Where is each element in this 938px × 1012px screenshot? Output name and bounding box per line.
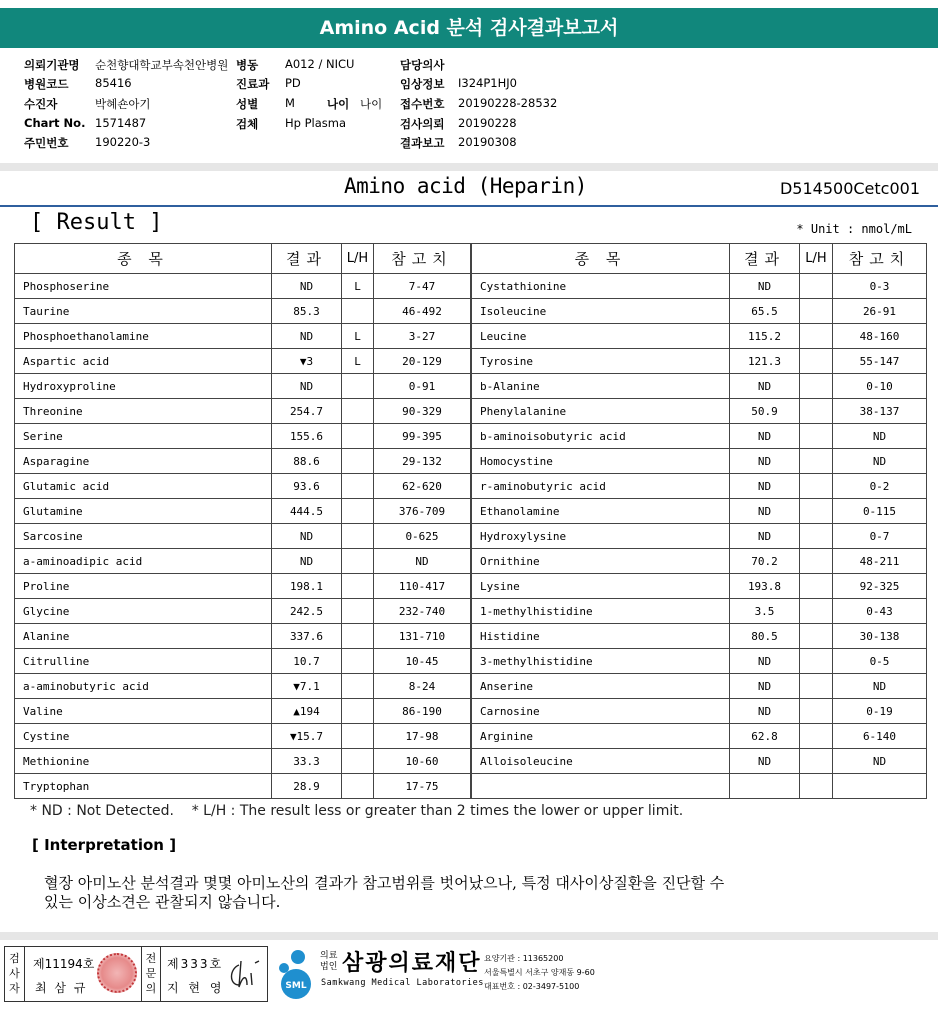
- lh-flag: [800, 649, 833, 674]
- table-row: [472, 649, 927, 674]
- lh-flag: L: [342, 349, 374, 374]
- report-title: Amino Acid 분석 검사결과보고서: [0, 8, 938, 48]
- amino-acid-name: b-aminoisobutyric acid: [472, 424, 730, 449]
- amino-acid-name: Hydroxylysine: [472, 524, 730, 549]
- result-value: ND: [730, 674, 800, 699]
- amino-acid-name: Ornithine: [472, 549, 730, 574]
- lh-flag: [342, 374, 374, 399]
- table-row: [15, 274, 471, 299]
- result-value: 28.9: [272, 774, 342, 799]
- table-row: [15, 599, 471, 624]
- reference-range: 26-91: [833, 299, 927, 324]
- table-row: [15, 299, 471, 324]
- lh-flag: [800, 774, 833, 799]
- reference-range: 86-190: [374, 699, 471, 724]
- result-value: ND: [272, 324, 342, 349]
- tester-label: [5, 947, 25, 1001]
- amino-acid-name: Proline: [15, 574, 272, 599]
- chart-label: Chart No.: [24, 116, 86, 130]
- amino-acid-name: 3-methylhistidine: [472, 649, 730, 674]
- lh-flag: [800, 424, 833, 449]
- lh-flag: [800, 499, 833, 524]
- lh-flag: [342, 624, 374, 649]
- result-value: 155.6: [272, 424, 342, 449]
- age-value: 나이: [360, 97, 383, 111]
- org-type-line: 법인: [320, 962, 338, 972]
- reference-range: 0-7: [833, 524, 927, 549]
- test-code: D514500Cetc001: [779, 179, 920, 198]
- reference-range: 376-709: [374, 499, 471, 524]
- result-value: 121.3: [730, 349, 800, 374]
- result-value: ND: [730, 374, 800, 399]
- result-value: 88.6: [272, 449, 342, 474]
- header-result: 결과: [272, 244, 342, 274]
- table-row: [15, 474, 471, 499]
- tester-license: 제11194호: [33, 957, 95, 971]
- specialist-name: 지 현 영: [167, 981, 225, 995]
- lh-flag: [800, 299, 833, 324]
- handwritten-signature-icon: [225, 955, 263, 993]
- amino-acid-name: Taurine: [15, 299, 272, 324]
- reference-range: 62-620: [374, 474, 471, 499]
- title-rule: [0, 205, 938, 207]
- table-row: [472, 749, 927, 774]
- reference-range: 48-160: [833, 324, 927, 349]
- amino-acid-name: Methionine: [15, 749, 272, 774]
- lh-flag: [342, 299, 374, 324]
- amino-acid-name: Threonine: [15, 399, 272, 424]
- tester-label-text: 검사자: [9, 952, 20, 995]
- table-row: [472, 599, 927, 624]
- table-row: [472, 774, 927, 799]
- reference-range: 0-43: [833, 599, 927, 624]
- result-value: 3.5: [730, 599, 800, 624]
- reference-range: 17-75: [374, 774, 471, 799]
- lh-flag: [800, 624, 833, 649]
- result-value: 10.7: [272, 649, 342, 674]
- specimen-value: Hp Plasma: [285, 116, 347, 130]
- amino-acid-name: Cystine: [15, 724, 272, 749]
- lh-flag: [342, 424, 374, 449]
- lh-flag: L: [342, 274, 374, 299]
- lh-flag: [800, 474, 833, 499]
- table-row: [15, 374, 471, 399]
- reference-range: 99-395: [374, 424, 471, 449]
- amino-acid-name: 1-methylhistidine: [472, 599, 730, 624]
- amino-acid-name: Phenylalanine: [472, 399, 730, 424]
- result-value: ▼3: [272, 349, 342, 374]
- result-value: 33.3: [272, 749, 342, 774]
- hospital-code-label: 병원코드: [24, 77, 69, 91]
- interpretation-text: [44, 874, 844, 912]
- result-heading: [ Result ]: [30, 210, 163, 235]
- result-value: ▲194: [272, 699, 342, 724]
- reference-range: 0-115: [833, 499, 927, 524]
- lh-flag: [800, 349, 833, 374]
- amino-acid-name: Asparagine: [15, 449, 272, 474]
- lh-flag: L: [342, 324, 374, 349]
- result-value: 50.9: [730, 399, 800, 424]
- header-ref: 참고치: [833, 244, 927, 274]
- result-value: 254.7: [272, 399, 342, 424]
- table-row: [472, 574, 927, 599]
- result-value: ND: [272, 374, 342, 399]
- logo-text: SML: [285, 981, 307, 991]
- reference-range: 0-2: [833, 474, 927, 499]
- lh-flag: [342, 774, 374, 799]
- id-label: 주민번호: [24, 136, 69, 150]
- reference-range: 0-91: [374, 374, 471, 399]
- amino-acid-name: Citrulline: [15, 649, 272, 674]
- amino-acid-name: Valine: [15, 699, 272, 724]
- lh-flag: [800, 274, 833, 299]
- amino-acid-name: Glutamine: [15, 499, 272, 524]
- reference-range: 10-45: [374, 649, 471, 674]
- table-row: [15, 724, 471, 749]
- table-row: [15, 749, 471, 774]
- separator-band: [0, 163, 938, 171]
- table-row: [472, 549, 927, 574]
- result-value: ▼7.1: [272, 674, 342, 699]
- interpretation-line: 혈장 아미노산 분석결과 몇몇 아미노산의 결과가 참고범위를 벗어났으나, 특정 대사이상질환을 진단할 수: [44, 874, 725, 892]
- amino-acid-name: Alanine: [15, 624, 272, 649]
- lh-flag: [800, 699, 833, 724]
- reference-range: ND: [374, 549, 471, 574]
- lh-flag: [800, 524, 833, 549]
- amino-acid-name: Anserine: [472, 674, 730, 699]
- org-code: 요양기관 : 11365200: [484, 954, 564, 963]
- header-result: 결과: [730, 244, 800, 274]
- patient-label: 수진자: [24, 97, 58, 111]
- table-row: [15, 424, 471, 449]
- table-row: [15, 549, 471, 574]
- table-row: [472, 399, 927, 424]
- amino-acid-name: Lysine: [472, 574, 730, 599]
- specialist-license: 제333호: [167, 957, 224, 971]
- table-row: [472, 324, 927, 349]
- institution-value: 순천향대학교부속천안병원: [95, 58, 229, 72]
- request-label: 검사의뢰: [400, 117, 445, 131]
- table-header-row: [15, 244, 471, 274]
- org-name: 삼광의료재단: [342, 951, 482, 976]
- reference-range: 0-625: [374, 524, 471, 549]
- org-english-name: Samkwang Medical Laboratories: [321, 978, 484, 988]
- reference-range: 0-3: [833, 274, 927, 299]
- lh-flag: [342, 674, 374, 699]
- lh-flag: [342, 599, 374, 624]
- test-title: Amino acid (Heparin): [344, 174, 587, 198]
- lh-flag: [342, 724, 374, 749]
- amino-acid-name: r-aminobutyric acid: [472, 474, 730, 499]
- reference-range: 6-140: [833, 724, 927, 749]
- receipt-label: 접수번호: [400, 97, 445, 111]
- amino-acid-name: Serine: [15, 424, 272, 449]
- reference-range: 7-47: [374, 274, 471, 299]
- tester-name: 최 삼 규: [35, 981, 88, 995]
- lh-flag: [800, 324, 833, 349]
- reference-range: 46-492: [374, 299, 471, 324]
- reference-range: ND: [833, 749, 927, 774]
- specialist-label: [141, 947, 161, 1001]
- header-ref: 참고치: [374, 244, 471, 274]
- result-value: ND: [272, 524, 342, 549]
- table-row: [472, 299, 927, 324]
- result-value: 65.5: [730, 299, 800, 324]
- header-item: 종 목: [15, 244, 272, 274]
- lh-flag: [800, 374, 833, 399]
- result-value: [730, 774, 800, 799]
- org-contact-info: [484, 952, 595, 994]
- doctor-label: 담당의사: [400, 58, 445, 72]
- table-header-row: [472, 244, 927, 274]
- amino-acid-name: Carnosine: [472, 699, 730, 724]
- result-value: 70.2: [730, 549, 800, 574]
- footer-band: [0, 932, 938, 940]
- lh-flag: [800, 574, 833, 599]
- result-value: ND: [730, 749, 800, 774]
- table-row: [15, 349, 471, 374]
- id-value: 190220-3: [95, 135, 151, 149]
- amino-acid-name: Sarcosine: [15, 524, 272, 549]
- reference-range: 232-740: [374, 599, 471, 624]
- lh-flag: [342, 749, 374, 774]
- specimen-label: 검체: [236, 117, 259, 131]
- reference-range: 92-325: [833, 574, 927, 599]
- receipt-value: 20190228-28532: [458, 96, 558, 110]
- amino-acid-name: Phosphoethanolamine: [15, 324, 272, 349]
- reference-range: 20-129: [374, 349, 471, 374]
- table-row: [472, 474, 927, 499]
- interpretation-line: 있는 이상소견은 관찰되지 않습니다.: [44, 893, 281, 911]
- results-table-left: [14, 243, 471, 799]
- report-date-label: 결과보고: [400, 136, 445, 150]
- seal-stamp-icon: [97, 953, 137, 993]
- amino-acid-name: Hydroxyproline: [15, 374, 272, 399]
- reference-range: 0-19: [833, 699, 927, 724]
- table-row: [472, 449, 927, 474]
- lh-flag: [800, 599, 833, 624]
- reference-range: ND: [833, 424, 927, 449]
- result-value: ND: [730, 524, 800, 549]
- table-row: [472, 674, 927, 699]
- result-value: 80.5: [730, 624, 800, 649]
- lh-flag: [342, 649, 374, 674]
- reference-range: 55-147: [833, 349, 927, 374]
- interpretation-heading: [ Interpretation ]: [32, 836, 177, 854]
- lh-flag: [800, 724, 833, 749]
- table-row: [15, 774, 471, 799]
- amino-acid-name: Homocystine: [472, 449, 730, 474]
- ward-label: 병동: [236, 58, 259, 72]
- reference-range: 110-417: [374, 574, 471, 599]
- age-label: 나이: [327, 97, 350, 111]
- clinical-value: I324P1HJ0: [458, 76, 517, 90]
- report-date-value: 20190308: [458, 135, 517, 149]
- table-row: [15, 624, 471, 649]
- sex-label: 성별: [236, 97, 259, 111]
- lh-flag: [800, 399, 833, 424]
- unit-note: * Unit : nmol/mL: [796, 222, 912, 236]
- lh-flag: [342, 474, 374, 499]
- dept-value: PD: [285, 76, 301, 90]
- reference-range: 90-329: [374, 399, 471, 424]
- lh-flag: [342, 499, 374, 524]
- footnote: * ND : Not Detected. * L/H : The result less or greater than 2 times the lower or upper limit.: [30, 803, 684, 819]
- reference-range: ND: [833, 449, 927, 474]
- specialist-label-text: 전문의: [145, 952, 157, 995]
- reference-range: 29-132: [374, 449, 471, 474]
- amino-acid-name: Glycine: [15, 599, 272, 624]
- table-row: [472, 499, 927, 524]
- result-value: ND: [272, 274, 342, 299]
- amino-acid-name: Ethanolamine: [472, 499, 730, 524]
- table-row: [472, 349, 927, 374]
- lh-flag: [800, 674, 833, 699]
- reference-range: 0-5: [833, 649, 927, 674]
- patient-value: 박혜숀아기: [95, 97, 151, 111]
- amino-acid-name: a-aminobutyric acid: [15, 674, 272, 699]
- result-value: 444.5: [272, 499, 342, 524]
- result-value: ND: [730, 424, 800, 449]
- sex-value: M: [285, 96, 295, 110]
- org-type: [320, 951, 337, 973]
- result-value: ND: [730, 474, 800, 499]
- table-row: [15, 674, 471, 699]
- institution-label: 의뢰기관명: [24, 58, 80, 72]
- patient-info: [0, 53, 938, 163]
- result-value: 85.3: [272, 299, 342, 324]
- lh-flag: [342, 524, 374, 549]
- table-row: [472, 624, 927, 649]
- result-value: 242.5: [272, 599, 342, 624]
- lh-flag: [342, 449, 374, 474]
- lh-flag: [800, 449, 833, 474]
- ward-value: A012 / NICU: [285, 57, 355, 71]
- org-address: 서울특별시 서초구 양재동 9-60: [484, 968, 595, 977]
- reference-range: 38-137: [833, 399, 927, 424]
- org-phone: 대표번호 : 02-3497-5100: [484, 982, 580, 991]
- reference-range: ND: [833, 674, 927, 699]
- chart-value: 1571487: [95, 116, 147, 130]
- reference-range: 17-98: [374, 724, 471, 749]
- amino-acid-name: a-aminoadipic acid: [15, 549, 272, 574]
- table-row: [15, 649, 471, 674]
- table-row: [472, 374, 927, 399]
- lh-flag: [342, 549, 374, 574]
- result-value: 62.8: [730, 724, 800, 749]
- amino-acid-name: Cystathionine: [472, 274, 730, 299]
- reference-range: 48-211: [833, 549, 927, 574]
- results-table-right: [471, 243, 927, 799]
- amino-acid-name: Histidine: [472, 624, 730, 649]
- reference-range: 10-60: [374, 749, 471, 774]
- table-row: [472, 274, 927, 299]
- result-value: ND: [730, 274, 800, 299]
- result-value: ND: [730, 449, 800, 474]
- lh-flag: [342, 699, 374, 724]
- table-row: [15, 574, 471, 599]
- lh-flag: [342, 574, 374, 599]
- table-row: [472, 699, 927, 724]
- table-row: [15, 324, 471, 349]
- reference-range: 131-710: [374, 624, 471, 649]
- result-value: 193.8: [730, 574, 800, 599]
- table-row: [472, 424, 927, 449]
- lh-flag: [800, 749, 833, 774]
- table-row: [472, 724, 927, 749]
- table-row: [15, 499, 471, 524]
- result-value: ND: [272, 549, 342, 574]
- result-value: 115.2: [730, 324, 800, 349]
- header-lh: L/H: [342, 244, 374, 274]
- amino-acid-name: Tryptophan: [15, 774, 272, 799]
- reference-range: 30-138: [833, 624, 927, 649]
- header-item: 종 목: [472, 244, 730, 274]
- result-value: 93.6: [272, 474, 342, 499]
- amino-acid-name: Phosphoserine: [15, 274, 272, 299]
- lh-flag: [800, 549, 833, 574]
- result-value: ND: [730, 649, 800, 674]
- table-row: [472, 524, 927, 549]
- amino-acid-name: Arginine: [472, 724, 730, 749]
- amino-acid-name: [472, 774, 730, 799]
- result-value: ND: [730, 499, 800, 524]
- result-value: ND: [730, 699, 800, 724]
- reference-range: 3-27: [374, 324, 471, 349]
- table-row: [15, 399, 471, 424]
- amino-acid-name: Leucine: [472, 324, 730, 349]
- amino-acid-name: Isoleucine: [472, 299, 730, 324]
- amino-acid-name: Glutamic acid: [15, 474, 272, 499]
- header-lh: L/H: [800, 244, 833, 274]
- amino-acid-name: Alloisoleucine: [472, 749, 730, 774]
- lh-flag: [342, 399, 374, 424]
- sml-logo-icon: [274, 948, 318, 1000]
- clinical-label: 임상정보: [400, 77, 445, 91]
- hospital-code-value: 85416: [95, 76, 132, 90]
- result-value: 337.6: [272, 624, 342, 649]
- org-type-line: 의료: [320, 951, 338, 961]
- amino-acid-name: b-Alanine: [472, 374, 730, 399]
- amino-acid-name: Aspartic acid: [15, 349, 272, 374]
- request-value: 20190228: [458, 116, 517, 130]
- reference-range: [833, 774, 927, 799]
- reference-range: 8-24: [374, 674, 471, 699]
- amino-acid-name: Tyrosine: [472, 349, 730, 374]
- signature-box: [4, 946, 268, 1002]
- reference-range: 0-10: [833, 374, 927, 399]
- table-row: [15, 699, 471, 724]
- table-row: [15, 524, 471, 549]
- dept-label: 진료과: [236, 77, 270, 91]
- result-value: ▼15.7: [272, 724, 342, 749]
- result-value: 198.1: [272, 574, 342, 599]
- table-row: [15, 449, 471, 474]
